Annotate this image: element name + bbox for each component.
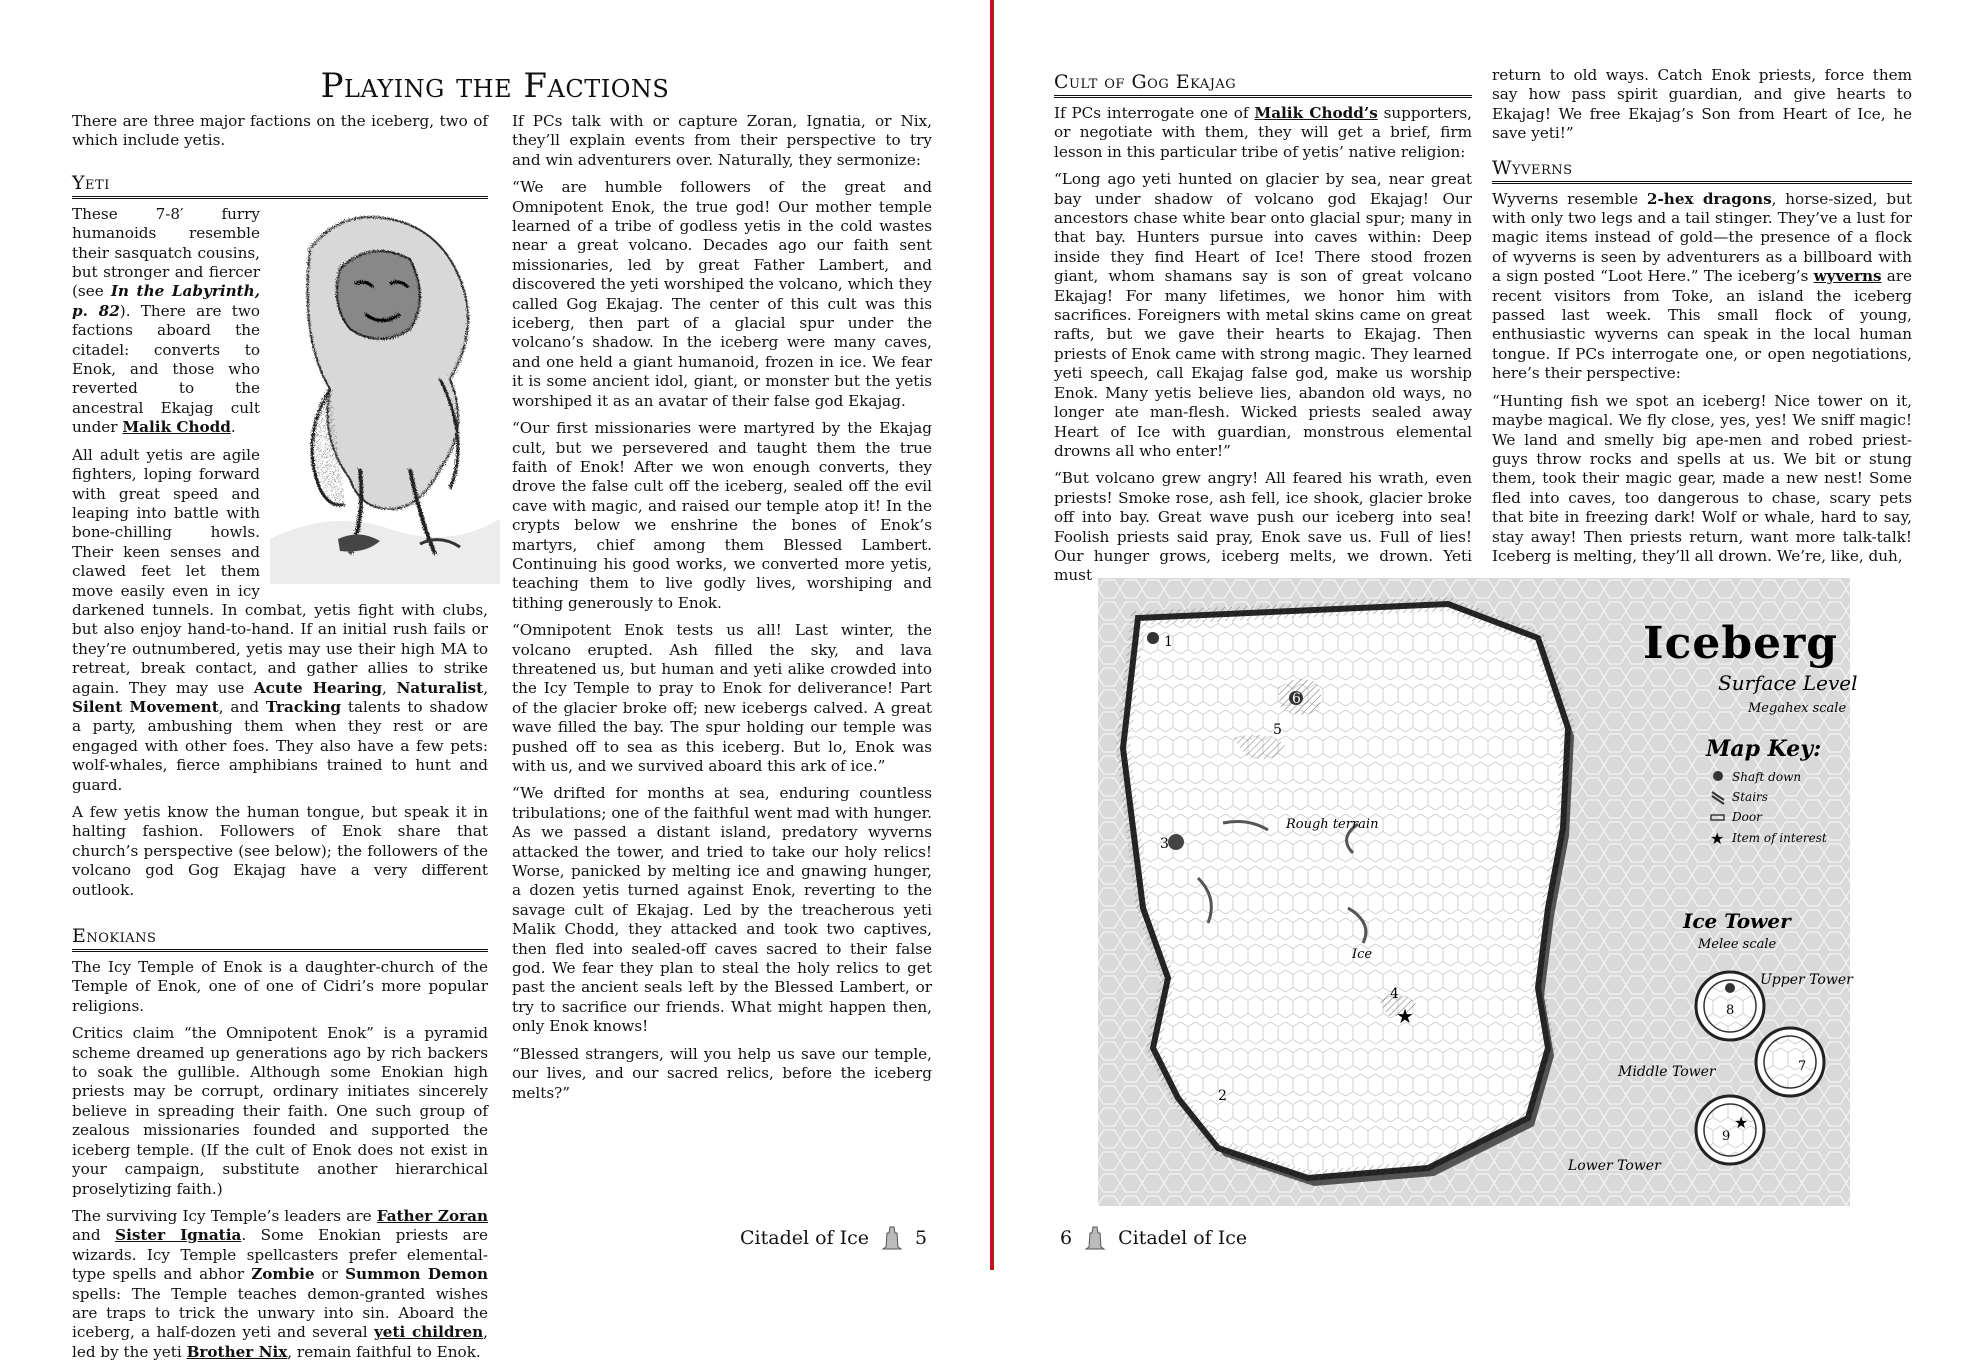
cult-paragraph-4: return to old ways. Catch Enok priests, force them say how pass spirit guardian, and give hearts to Ekajag! We free Ekajag’s Son from Heart of Ice, he save yeti!”	[1492, 66, 1912, 143]
right-page	[994, 0, 1967, 1270]
right-column-1	[1054, 70, 1472, 594]
yeti-heading: Yeti	[72, 171, 488, 199]
ice-label: Ice	[1352, 947, 1373, 962]
enok-paragraph-3: The surviving Icy Temple’s leaders are Father Zoran and Sister Ignatia. Some Enokian priests are wizards. Icy Temple spellcasters prefer elemental-type spells and abhor Zombie or Summon Demon spells: The Temple teaches demon-granted wishes are traps to trick the unwary into sin. Aboard the iceberg, a half-dozen yeti and several yeti children, led by the yeti Brother Nix, remain faithful to Enok.	[72, 1206, 488, 1361]
middle-tower-diagram	[1756, 1028, 1824, 1096]
tower-icon-right	[1084, 1225, 1106, 1251]
map-subtitle: Surface Level	[1718, 671, 1858, 695]
iceberg-map-drawing	[1098, 578, 1858, 1206]
enok-paragraph-1: The Icy Temple of Enok is a daughter-church of the Temple of Enok, one of one of Cidri’s more popular religions.	[72, 958, 488, 1015]
lower-tower-diagram	[1696, 1096, 1764, 1164]
wyverns-paragraph-2: “Hunting fish we spot an iceberg! Nice tower on it, maybe magical. We fly close, yes, yes! We sniff magic! We land and smelly big ape-men and robed priest-guys throw rocks and spells at us. We bit or stung them, took their magic gear, made a new nest! Some fled into caves, too dangerous to chase, scary pets that bite in freezing dark! Wolf or whale, hard to say, stay away! Then priests return, want more talk-talk! Iceberg is melting, they’ll all drown. We’re, like, duh,	[1492, 391, 1912, 565]
wyverns-heading: Wyverns	[1492, 156, 1912, 184]
footer-book-title: Citadel of Ice	[740, 1227, 870, 1249]
marker-4: 4	[1390, 986, 1399, 1002]
item-star-icon: ★	[1710, 829, 1725, 848]
intro-paragraph: There are three major factions on the iceberg, two of which include yetis.	[72, 112, 488, 150]
key-door: Door	[1732, 810, 1762, 824]
link-sister-ignatia[interactable]: Sister Ignatia	[115, 1226, 242, 1245]
marker-5: 5	[1273, 722, 1282, 738]
left-footer	[740, 1225, 927, 1251]
page-title: Playing the Factions	[320, 66, 670, 106]
key-stairs: Stairs	[1732, 790, 1768, 804]
page-number-5: 5	[915, 1227, 928, 1249]
tower-icon	[881, 1225, 903, 1251]
page-number-6: 6	[1060, 1227, 1073, 1249]
key-shaft: Shaft down	[1732, 770, 1802, 784]
yeti-paragraph-1: These 7-8′ furry humanoids resemble their sasquatch cousins, but stronger and fiercer (see In the Labyrinth, p. 82). There are two factions aboard the citadel: converts to Enok, and those who reverted to the ancestral Ekajag cult under Malik Chodd.	[72, 204, 260, 437]
rough-terrain-label: Rough terrain	[1286, 817, 1379, 832]
sermon-paragraph-3: “Omnipotent Enok tests us all! Last winter, the volcano erupted. Ash filled the sky, and lava threatened us, but human and yeti alike crowded into the Icy Temple to pray to Enok for deliverance! Part of the glacier broke off; new icebergs calved. A great wave filled the bay. The spur holding our temple was pushed off to sea as this iceberg. But lo, Enok was with us, and we survived aboard this ark of ice.”	[512, 621, 932, 775]
sermon-paragraph-2: “Our first missionaries were martyred by the Ekajag cult, but we persevered and taught them the true faith of Enok! After we won enough converts, they drove the false cult off the iceberg, sealed off the evil cave with magic, and raised our temple atop it! In the crypts below we enshrine the bones of Enok’s martyrs, chief among them Blessed Lambert. Continuing his good works, we converted more yetis, teaching them to live godly lives, worshiping and tithing generously to Enok.	[512, 419, 932, 612]
marker-2: 2	[1218, 1088, 1227, 1104]
middle-tower-label: Middle Tower	[1618, 1064, 1716, 1080]
lower-tower-label: Lower Tower	[1568, 1158, 1661, 1174]
star-icon: ★	[1396, 1004, 1414, 1028]
sermon-intro: If PCs talk with or capture Zoran, Ignatia, or Nix, they’ll explain events from their perspective to try and win adventurers over. Naturally, they sermonize:	[512, 112, 932, 169]
yeti-illustration	[270, 209, 500, 584]
link-brother-nix[interactable]: Brother Nix	[186, 1342, 288, 1361]
wyverns-paragraph-1: Wyverns resemble 2-hex dragons, horse-sized, but with only two legs and a tail stinger. They’ve a lust for magic items instead of gold—the presence of a flock of wyverns is seen by adventurers as a billboard with a sign posted “Loot Here.” The iceberg’s wyverns are recent visitors from Toke, an island the iceberg passed last week. This small flock of young, enthusiastic wyverns can speak in the local human tongue. If PCs interrogate one, or open negotiations, here’s their perspective:	[1492, 189, 1912, 383]
marker-3: 3	[1160, 836, 1169, 852]
yeti-paragraph-2: All adult yetis are agile fighters, loping forward with great speed and leaping into battle with bone-chilling howls. Their keen senses and clawed feet let them move easily even in icy darkened tunnels. In combat, yetis fight with clubs, but also enjoy hand-to-hand. If an initial rush fails or they’re outnumbered, yetis may use their high MA to retreat, break contact, and gather allies to strike again. They may use Acute Hearing, Naturalist, Silent Movement, and Tracking talents to shadow a party, ambushing them when they rest or are engaged with other foes. They also have a few pets: wolf-whales, fierce amphibians trained to hunt and guard.	[72, 445, 489, 794]
right-footer	[1060, 1225, 1247, 1251]
map-scale: Megahex scale	[1748, 701, 1847, 716]
svg-text:★: ★	[1734, 1113, 1749, 1132]
cult-paragraph-2: “Long ago yeti hunted on glacier by sea, near great bay under shadow of volcano god Ekajag! Our ancestors chase white bear onto glacial spur; many in that bay. Hunters pursue into caves within: Deep inside they find Heart of Ice! There stood frozen giant, whom shamans say is son of great volcano Ekajag! For many lifetimes, we honor him with sacrifices. Foreigners with metal skins came on great rafts, but we gave their hearts to Ekajag. Then priests of Enok came with strong magic. They learned yeti speech, call Ekajag false god, make us worship Enok. Many yetis believe lies, abandon old ways, no longer ate man-flesh. Wicked priests sealed away Heart of Ice with guardian, monstrous elemental drowns all who enter!”	[1054, 170, 1472, 460]
tower-title: Ice Tower	[1683, 909, 1791, 933]
link-father-zoran[interactable]: Father Zoran	[376, 1206, 488, 1225]
cult-heading: Cult of Gog Ekajag	[1054, 70, 1472, 98]
link-malik-chodd[interactable]: Malik Chodd	[122, 418, 231, 437]
sermon-paragraph-4: “We drifted for months at sea, enduring countless tribulations; one of the faithful went mad with hunger. As we passed a distant island, predatory wyverns attacked the tower, and tried to take our holy relics! Worse, panicked by melting ice and gnawing hunger, a dozen yetis turned against Enok, reverting to the savage cult of Ekajag. Led by the treacherous yeti Malik Chodd, they attacked and took two captives, then fled into sealed-off caves sacred to their false god. We fear they plan to steal the holy relics to get past the ancient seals left by the Blessed Lambert, or try to sacrifice our friends. What might happen then, only Enok knows!	[512, 784, 932, 1036]
key-item: Item of interest	[1732, 831, 1827, 845]
marker-6: 6	[1292, 691, 1301, 707]
link-malik-chodds[interactable]: Malik Chodd’s	[1254, 104, 1378, 122]
yeti-paragraph-3: A few yetis know the human tongue, but speak it in halting fashion. Followers of Enok share that church’s perspective (see below); the followers of the volcano god Gog Ekajag have a very different outlook.	[72, 803, 488, 899]
link-yeti-children[interactable]: yeti children	[373, 1323, 484, 1342]
sermon-paragraph-5: “Blessed strangers, will you help us save our temple, our lives, and our sacred relics, before the iceberg melts?”	[512, 1044, 932, 1102]
left-column-2	[512, 112, 932, 1111]
iceberg-map	[1098, 578, 1858, 1206]
map-key-title: Map Key:	[1706, 736, 1822, 762]
svg-text:9: 9	[1722, 1129, 1731, 1144]
enokians-heading: Enokians	[72, 924, 488, 952]
upper-tower-label: Upper Tower	[1760, 972, 1853, 988]
cult-paragraph-3: “But volcano grew angry! All feared his wrath, even priests! Smoke rose, ash fell, ice shook, glacier broke off into bay. Great wave push our iceberg into sea! Foolish priests said pray, Enok save us. Full of lies! Our hunger grows, iceberg melts, we drown. Yeti must	[1054, 469, 1472, 585]
book-reference: In the Labyrinth, p. 82	[72, 282, 260, 320]
marker-1: 1	[1164, 634, 1173, 650]
enok-paragraph-2: Critics claim “the Omnipotent Enok” is a pyramid scheme dreamed up generations ago by rich backers to soak the gullible. Although some Enokian high priests may be corrupt, ordinary initiates sincerely believe in spreading their faith. One such group of zealous missionaries founded and supported the iceberg temple. (If the cult of Enok does not exist in your campaign, substitute another hierarchical proselytizing faith.)	[72, 1024, 488, 1198]
left-column-1	[72, 112, 488, 1362]
footer-book-title-right: Citadel of Ice	[1118, 1227, 1248, 1249]
shaft-icon	[1713, 771, 1723, 781]
map-title: Iceberg	[1643, 618, 1839, 669]
tower-scale: Melee scale	[1698, 937, 1777, 952]
link-wyverns[interactable]: wyverns	[1813, 267, 1882, 286]
svg-text:7: 7	[1798, 1059, 1807, 1074]
upper-tower-diagram	[1696, 972, 1764, 1040]
svg-text:8: 8	[1726, 1003, 1735, 1018]
sermon-paragraph-1: “We are humble followers of the great and Omnipotent Enok, the true god! Our mother temple learned of a tribe of godless yetis in the cold wastes near a great volcano. Decades ago our faith sent missionaries, led by great Father Lambert, and discovered the yeti worshiped the volcano, which they called Gog Ekajag. The center of this cult was this iceberg, then part of a glacial spur under the volcano’s shadow. In the iceberg were many caves, and one held a giant humanoid, frozen in ice. We fear it is some ancient idol, giant, or monster but the yetis worshiped it as an avatar of their false god Ekajag.	[512, 178, 932, 410]
right-column-2	[1492, 66, 1912, 574]
cult-paragraph-1: If PCs interrogate one of Malik Chodd’s supporters, or negotiate with them, they will get a brief, firm lesson in this particular tribe of yetis’ native religion:	[1054, 104, 1472, 161]
